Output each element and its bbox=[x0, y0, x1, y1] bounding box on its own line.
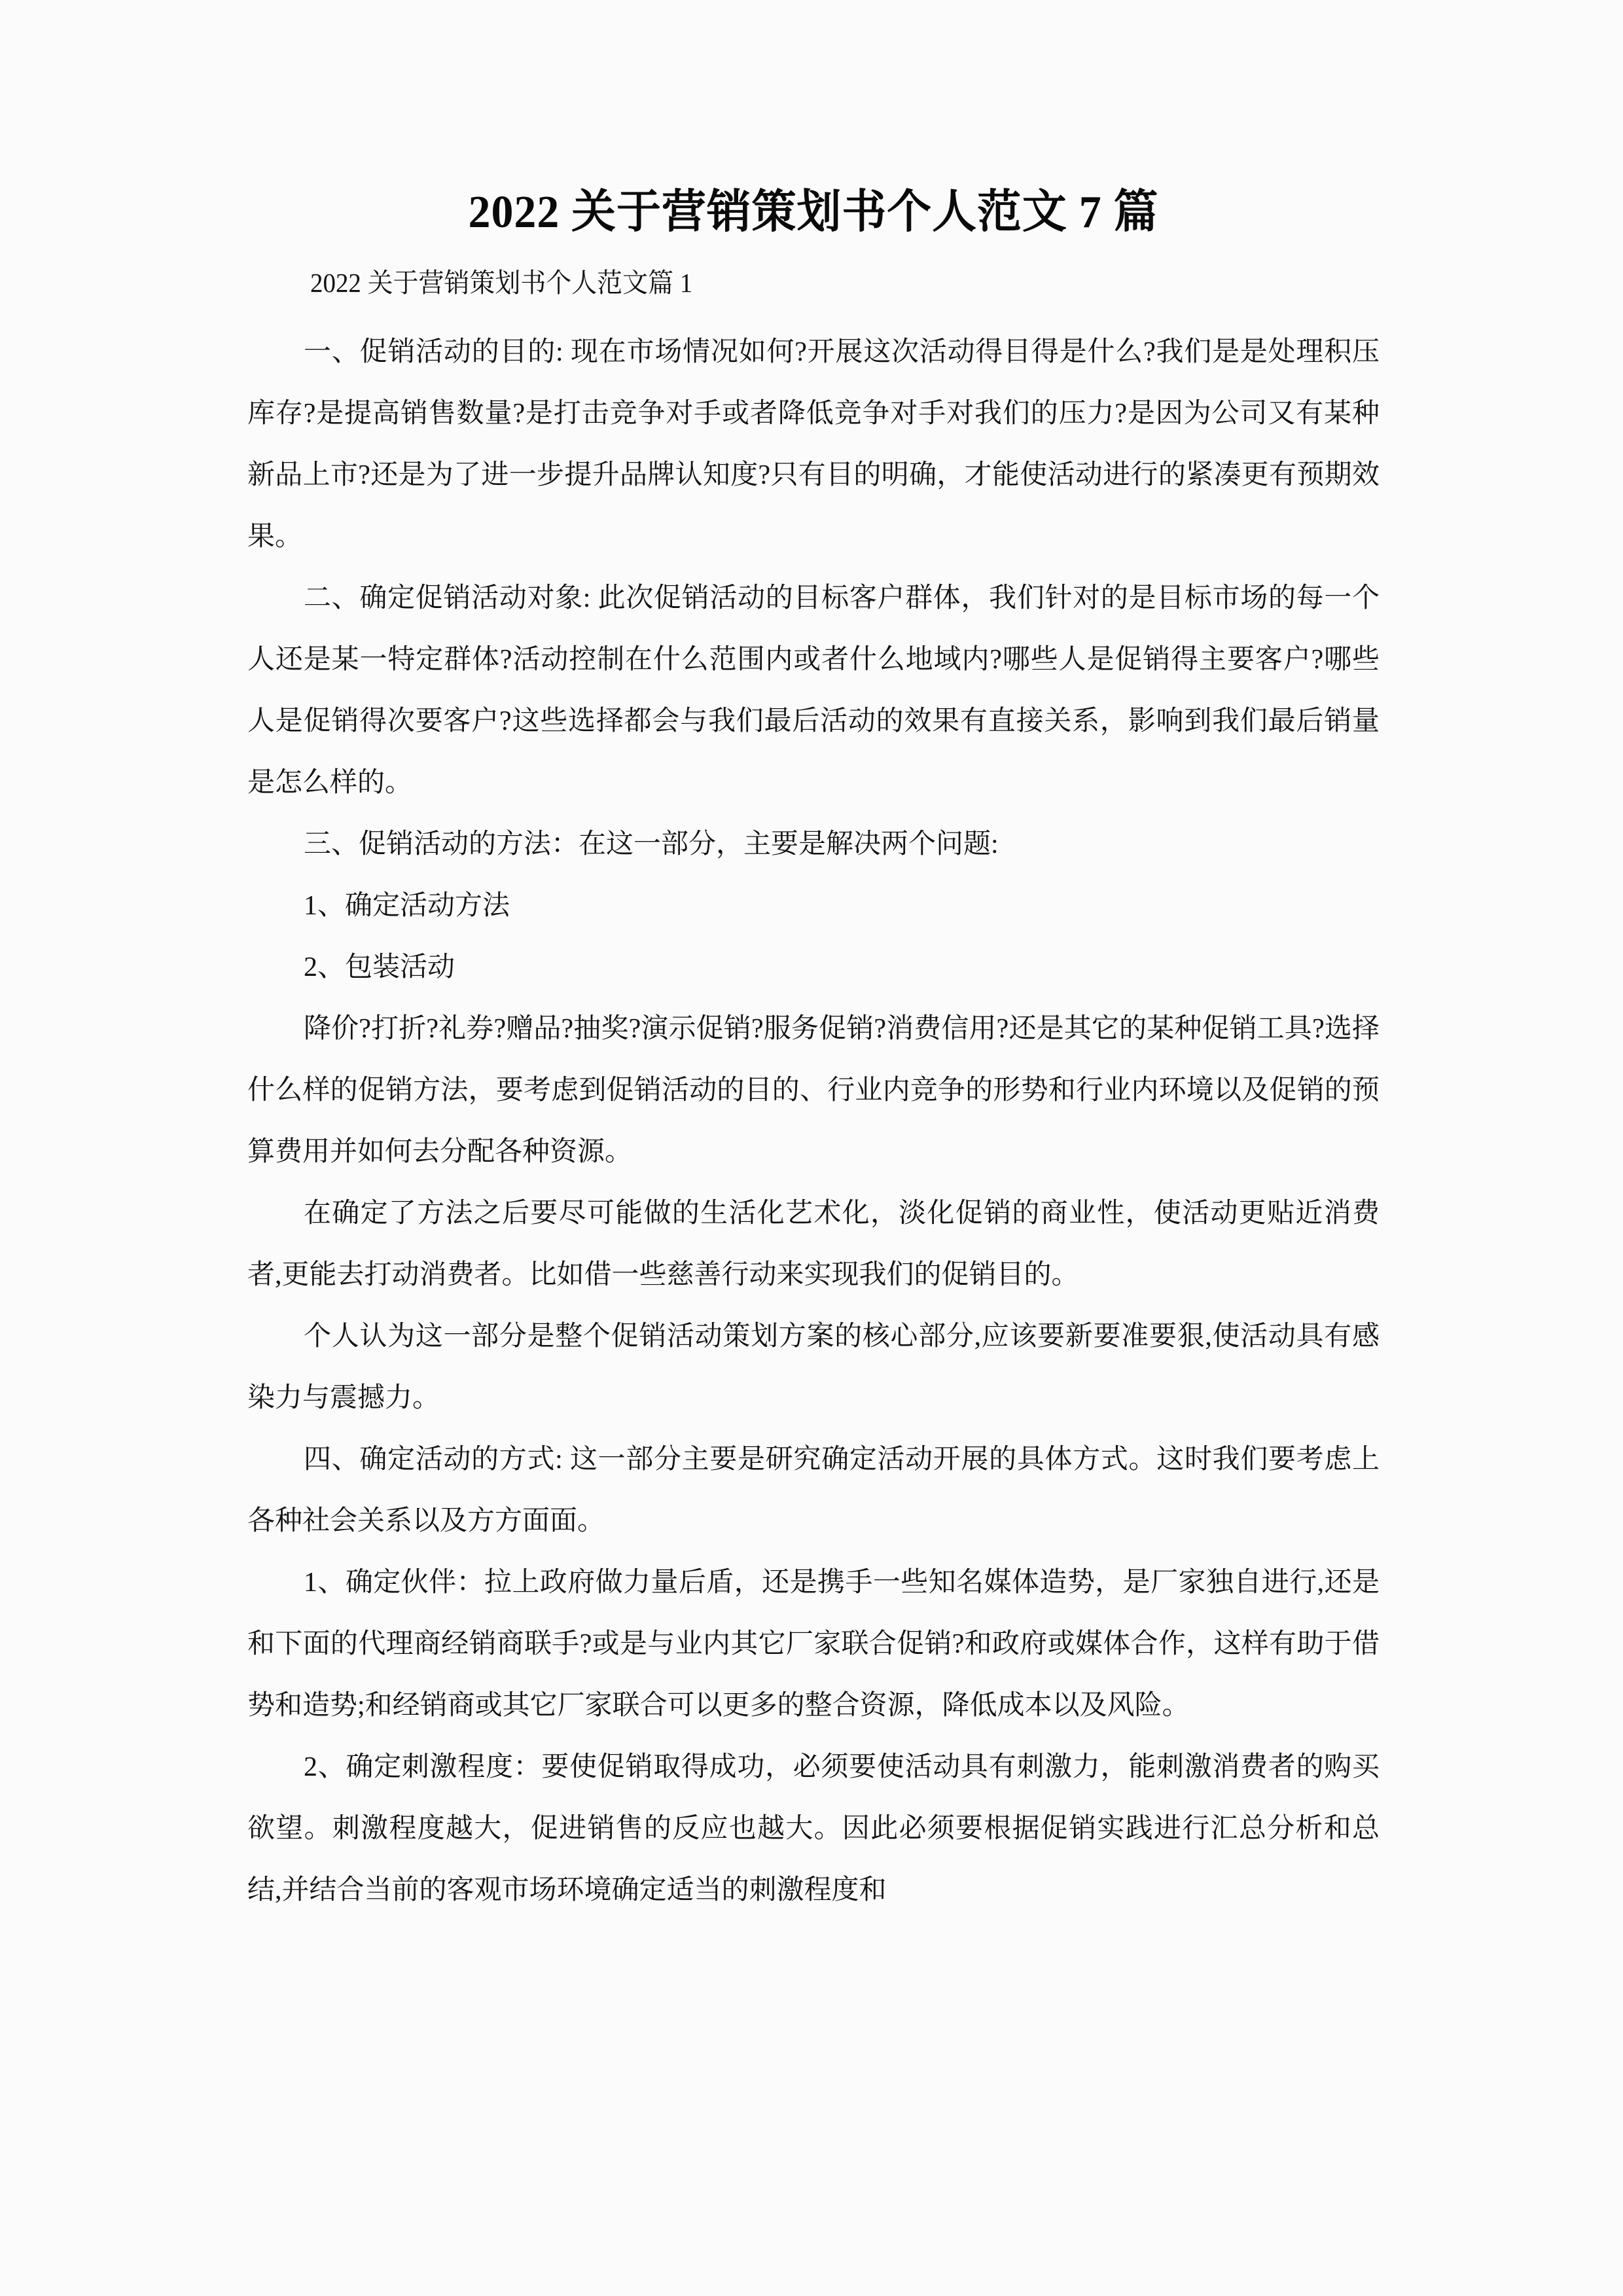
page-title: 2022 关于营销策划书个人范文 7 篇 bbox=[468, 187, 1159, 238]
body-paragraph: 三、促销活动的方法：在这一部分，主要是解决两个问题: bbox=[304, 829, 999, 859]
body-paragraph-list-item: 1、确定活动方法 bbox=[304, 891, 510, 921]
body-paragraph: 降价?打折?礼券?赠品?抽奖?演示促销?服务促销?消费信用?还是其它的某种促销工具?选择什么样的促销方法，要考虑到促销活动的目的、行业内竞争的形势和行业内环境以及促销的预算费用并如何去分配各种资源。 bbox=[247, 1014, 1380, 1167]
document-content-column bbox=[247, 0, 1380, 1921]
document-body bbox=[247, 321, 1380, 1921]
body-paragraph: 个人认为这一部分是整个促销活动策划方案的核心部分,应该要新要准要狠,使活动具有感染力与震撼力。 bbox=[247, 1321, 1380, 1413]
body-paragraph-list-item: 1、确定伙伴：拉上政府做力量后盾，还是携手一些知名媒体造势，是厂家独自进行,还是和下面的代理商经销商联手?或是与业内其它厂家联合促销?和政府或媒体合作，这样有助于借势和造势;和经销商或其它厂家联合可以更多的整合资源，降低成本以及风险。 bbox=[247, 1568, 1380, 1721]
body-paragraph: 在确定了方法之后要尽可能做的生活化艺术化，淡化促销的商业性，使活动更贴近消费者,更能去打动消费者。比如借一些慈善行动来实现我们的促销目的。 bbox=[247, 1198, 1380, 1290]
body-paragraph: 一、促销活动的目的: 现在市场情况如何?开展这次活动得目得是什么?我们是是处理积压库存?是提高销售数量?是打击竞争对手或者降低竞争对手对我们的压力?是因为公司又有某种新品上市?还是为了进一步提升品牌认知度?只有目的明确，才能使活动进行的紧凑更有预期效果。 bbox=[247, 337, 1380, 552]
body-paragraph-list-item: 2、包装活动 bbox=[304, 952, 455, 982]
document-subtitle: 2022 关于营销策划书个人范文篇 1 bbox=[310, 268, 693, 298]
body-paragraph: 二、确定促销活动对象: 此次促销活动的目标客户群体，我们针对的是目标市场的每一个人还是某一特定群体?活动控制在什么范围内或者什么地域内?哪些人是促销得主要客户?哪些人是促销得次要客户?这些选择都会与我们最后活动的效果有直接关系，影响到我们最后销量是怎么样的。 bbox=[247, 583, 1380, 798]
body-paragraph: 四、确定活动的方式: 这一部分主要是研究确定活动开展的具体方式。这时我们要考虑上各种社会关系以及方方面面。 bbox=[247, 1444, 1380, 1536]
body-paragraph-list-item: 2、确定刺激程度：要使促销取得成功，必须要使活动具有刺激力，能刺激消费者的购买欲望。刺激程度越大，促进销售的反应也越大。因此必须要根据促销实践进行汇总分析和总结,并结合当前的客观市场环境确定适当的刺激程度和 bbox=[247, 1752, 1380, 1905]
